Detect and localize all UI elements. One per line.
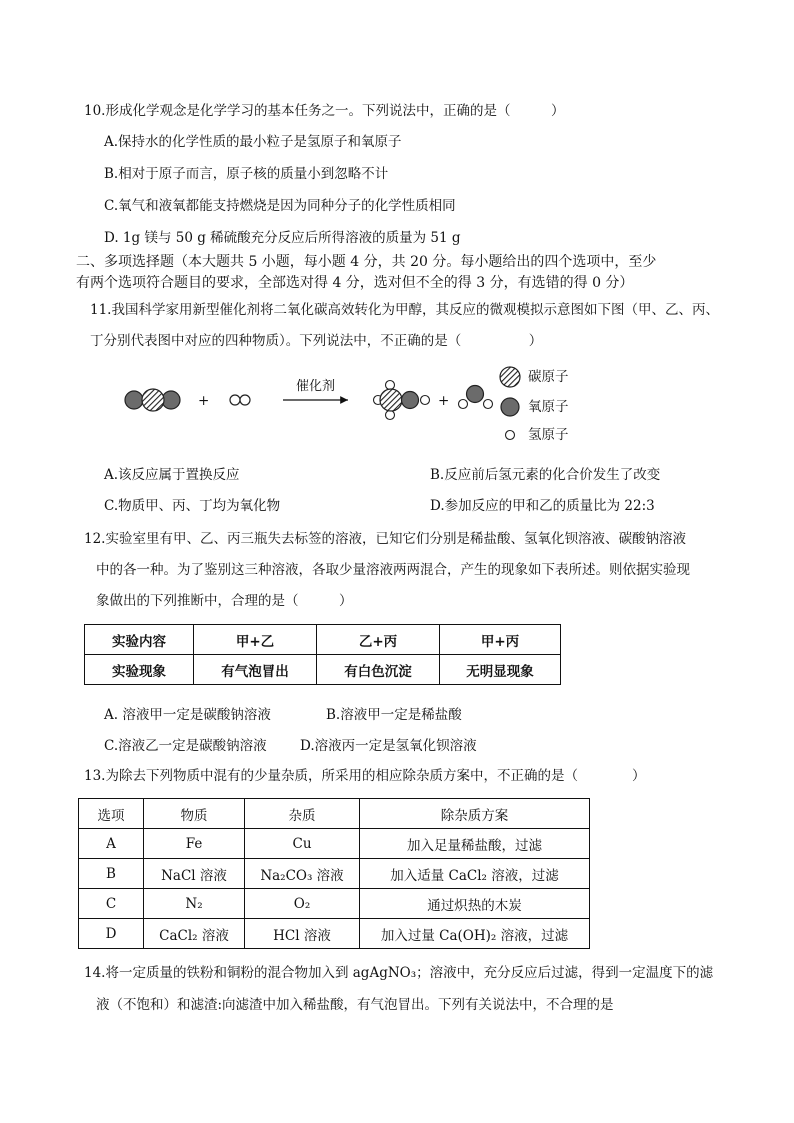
table-cell: 有气泡冒出 xyxy=(194,655,317,685)
section-heading-line2: 有两个选项符合题目的要求，全部选对得 4 分，选对但不全的得 3 分，有选错的得 0 分） xyxy=(76,275,634,291)
table-cell: 通过炽热的木炭 xyxy=(360,889,590,919)
q14-stem-line1: 14.将一定质量的铁粉和铜粉的混合物加入到 agAgNO₃；溶液中，充分反应后过滤，得到一定温度下的滤 xyxy=(84,965,714,981)
legend-carbon-label: 碳原子 xyxy=(528,369,569,385)
table-cell: 实验现象 xyxy=(85,655,194,685)
hydrogen-atom xyxy=(459,400,468,409)
table-cell: Fe xyxy=(144,829,245,859)
hydrogen-atom xyxy=(230,395,240,405)
table-cell: 甲+丙 xyxy=(440,625,561,655)
oxygen-atom xyxy=(125,391,143,409)
carbon-atom xyxy=(142,389,164,411)
hydrogen-atom xyxy=(386,381,395,390)
table-row xyxy=(79,859,590,889)
table-cell: 加入过量 Ca(OH)₂ 溶液，过滤 xyxy=(360,919,590,949)
table-cell: CaCl₂ 溶液 xyxy=(144,919,245,949)
q14-stem-line2: 液（不饱和）和滤渣:向滤渣中加入稀盐酸，有气泡冒出。下列有关说法中，不合理的是 xyxy=(96,997,614,1013)
table-cell: 物质 xyxy=(144,799,245,829)
table-cell: 加入适量 CaCl₂ 溶液，过滤 xyxy=(360,859,590,889)
table-row xyxy=(79,919,590,949)
legend-oxygen-icon xyxy=(501,398,519,416)
section-heading-line1: 二、多项选择题（本大题共 5 小题，每小题 4 分，共 20 分。每小题给出的四个选项中，至少 xyxy=(76,254,657,270)
legend-hydrogen-icon xyxy=(506,431,515,440)
q11-option-c: C.物质甲、丙、丁均为氧化物 xyxy=(104,498,281,514)
table-cell: C xyxy=(79,889,144,919)
plus-sign-2: + xyxy=(438,393,450,409)
table-cell: 甲+乙 xyxy=(194,625,317,655)
h2-molecule xyxy=(230,395,250,405)
table-cell: NaCl 溶液 xyxy=(144,859,245,889)
plus-sign-1: + xyxy=(198,393,210,409)
hydrogen-atom xyxy=(386,411,395,420)
table-row xyxy=(85,625,561,655)
q12-option-a: A. 溶液甲一定是碳酸钠溶液 xyxy=(104,707,271,723)
q11-stem-line2: 丁分别代表图中对应的四种物质）。下列说法中，不正确的是（ ） xyxy=(90,333,543,349)
oxygen-atom xyxy=(162,391,180,409)
q11-stem-line1: 11.我国科学家用新型催化剂将二氧化碳高效转化为甲醇，其反应的微观模拟示意图如下图（甲、乙、丙、 xyxy=(90,302,719,318)
table-cell: N₂ xyxy=(144,889,245,919)
table-cell: Cu xyxy=(245,829,360,859)
table-cell: 乙+丙 xyxy=(317,625,440,655)
oxygen-atom xyxy=(467,386,484,403)
table-cell: O₂ xyxy=(245,889,360,919)
q12-stem-line2: 中的各一种。为了鉴别这三种溶液，各取少量溶液两两混合，产生的现象如下表所述。则依据实验现 xyxy=(96,562,690,578)
table-cell: 有白色沉淀 xyxy=(317,655,440,685)
oxygen-atom xyxy=(402,392,419,409)
methanol-molecule xyxy=(374,381,430,420)
hydrogen-atom xyxy=(374,396,383,405)
table-cell: 选项 xyxy=(79,799,144,829)
q10-option-d: D. 1g 镁与 50 g 稀硫酸充分反应后所得溶液的质量为 51 g xyxy=(104,230,461,246)
table-cell: 实验内容 xyxy=(85,625,194,655)
q10-option-b: B.相对于原子而言，原子核的质量小到忽略不计 xyxy=(104,166,389,182)
q11-option-b: B.反应前后氢元素的化合价发生了改变 xyxy=(430,467,661,483)
carbon-atom xyxy=(380,389,402,411)
legend-carbon-icon xyxy=(500,367,520,387)
table-cell: HCl 溶液 xyxy=(245,919,360,949)
q11-option-d: D.参加反应的甲和乙的质量比为 22:3 xyxy=(430,498,655,514)
table-row xyxy=(79,799,590,829)
q12-stem-line1: 12.实验室里有甲、乙、丙三瓶失去标签的溶液，已知它们分别是稀盐酸、氢氧化钡溶液、碳酸钠溶液 xyxy=(84,531,686,547)
table-cell: A xyxy=(79,829,144,859)
table-cell: 除杂质方案 xyxy=(360,799,590,829)
water-molecule xyxy=(459,386,493,409)
table-cell: 杂质 xyxy=(245,799,360,829)
hydrogen-atom xyxy=(421,396,430,405)
q12-stem-line3: 象做出的下列推断中，合理的是（ ） xyxy=(96,593,353,609)
legend-hydrogen-label: 氢原子 xyxy=(528,427,569,443)
hydrogen-atom xyxy=(240,395,250,405)
legend-oxygen-label: 氧原子 xyxy=(528,399,569,415)
q12-option-d: D.溶液丙一定是氢氧化钡溶液 xyxy=(300,738,477,754)
q13-stem: 13.为除去下列物质中混有的少量杂质，所采用的相应除杂质方案中，不正确的是（ ） xyxy=(84,768,646,784)
q11-option-a: A.该反应属于置换反应 xyxy=(104,467,240,483)
q10-stem: 10.形成化学观念是化学学习的基本任务之一。下列说法中，正确的是（ ） xyxy=(84,103,565,119)
table-row xyxy=(85,655,561,685)
table-cell: Na₂CO₃ 溶液 xyxy=(245,859,360,889)
co2-molecule xyxy=(125,389,180,411)
q10-option-c: C.氧气和液氧都能支持燃烧是因为同种分子的化学性质相同 xyxy=(104,198,456,214)
experiment-table xyxy=(84,624,561,685)
table-cell: B xyxy=(79,859,144,889)
purification-table xyxy=(78,798,590,949)
q12-option-c: C.溶液乙一定是碳酸钠溶液 xyxy=(104,738,267,754)
table-cell: 无明显现象 xyxy=(440,655,561,685)
table-row xyxy=(79,889,590,919)
q10-option-a: A.保持水的化学性质的最小粒子是氢原子和氧原子 xyxy=(104,134,402,150)
catalyst-label: 催化剂 xyxy=(296,379,336,394)
hydrogen-atom xyxy=(484,400,493,409)
table-cell: D xyxy=(79,919,144,949)
q12-option-b: B.溶液甲一定是稀盐酸 xyxy=(326,707,462,723)
table-cell: 加入足量稀盐酸，过滤 xyxy=(360,829,590,859)
table-row xyxy=(79,829,590,859)
